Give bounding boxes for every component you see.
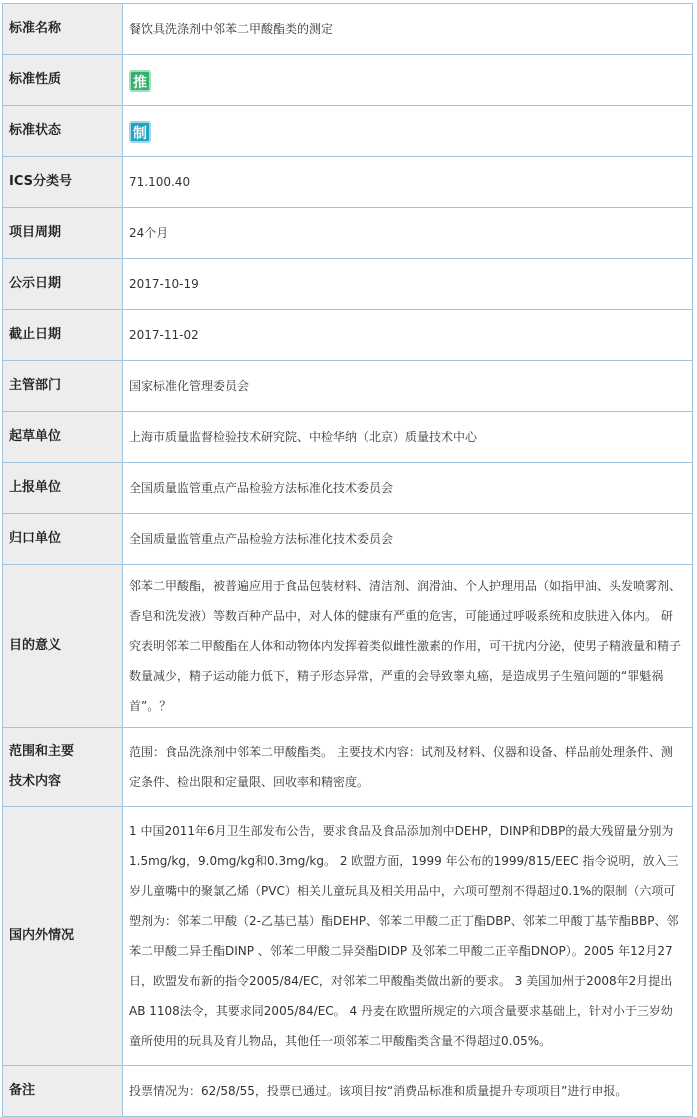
value-owner: 全国质量监管重点产品检验方法标准化技术委员会 — [123, 514, 693, 565]
label-situation: 国内外情况 — [3, 807, 123, 1066]
label-scope — [3, 728, 123, 807]
row-owner — [3, 514, 693, 565]
label-publish-date: 公示日期 — [3, 259, 123, 310]
label-status: 标准状态 — [3, 106, 123, 157]
label-purpose: 目的意义 — [3, 565, 123, 728]
row-remark — [3, 1066, 693, 1117]
standard-info-table — [2, 3, 693, 1117]
label-deadline: 截止日期 — [3, 310, 123, 361]
value-ics: 71.100.40 — [123, 157, 693, 208]
value-publish-date: 2017-10-19 — [123, 259, 693, 310]
value-purpose: 邻苯二甲酸酯，被普遍应用于食品包装材料、清洁剂、润滑油、个人护理用品（如指甲油、头发喷雾剂、香皂和洗发液）等数百种产品中，对人体的健康有严重的危害，可能通过呼吸系统和皮肤进入体内。 研究表明邻苯二甲酸酯在人体和动物体内发挥着类似雌性激素的作用，可干扰内分泌，使男子精液量和精子数量减少，精子运动能力低下，精子形态异常，严重的会导致睾丸癌，是造成男子生殖问题的“罪魁祸首”。？ — [123, 565, 693, 728]
value-situation: 1 中国2011年6月卫生部发布公告，要求食品及食品添加剂中DEHP，DINP和DBP的最大残留量分别为1.5mg/kg，9.0mg/kg和0.3mg/kg。 2 欧盟方面，1999 年公布的1999/815/EEC 指令说明，放入三岁儿童嘴中的聚氯乙烯（PVC）相关儿童玩具及相关用品中，六项可塑剂不得超过0.1%的限制（六项可塑剂为：邻苯二甲酸（2-乙基已基）酯DEHP、邻苯二甲酸二正丁酯DBP、邻苯二甲酸丁基苄酯BBP、邻苯二甲酸二异壬酯DINP 、邻苯二甲酸二异癸酯DIDP 及邻苯二甲酸二正辛酯DNOP）。2005 年12月27日，欧盟发布新的指令2005/84/EC，对邻苯二甲酸酯类做出新的要求。 3 美国加州于2008年2月提出AB 1108法令，其要求同2005/84/EC。 4 丹麦在欧盟所规定的六项含量要求基础上，针对小于三岁幼童所使用的玩具及育儿物品，其他任一项邻苯二甲酸酯类含量不得超过0.05%。 — [123, 807, 693, 1066]
value-remark: 投票情况为：62/58/55，投票已通过。该项目按“消费品标准和质量提升专项项目”进行申报。 — [123, 1066, 693, 1117]
row-purpose — [3, 565, 693, 728]
value-name: 餐饮具洗涤剂中邻苯二甲酸酯类的测定 — [123, 4, 693, 55]
row-nature — [3, 55, 693, 106]
label-drafter: 起草单位 — [3, 412, 123, 463]
value-submitter: 全国质量监管重点产品检验方法标准化技术委员会 — [123, 463, 693, 514]
row-dept — [3, 361, 693, 412]
label-scope-line1: 范围和主要 — [9, 744, 75, 759]
label-submitter: 上报单位 — [3, 463, 123, 514]
row-submitter — [3, 463, 693, 514]
drafting-badge-icon: 制 — [129, 121, 151, 143]
label-remark: 备注 — [3, 1066, 123, 1117]
label-ics: ICS分类号 — [3, 157, 123, 208]
row-ics — [3, 157, 693, 208]
row-scope — [3, 728, 693, 807]
row-period — [3, 208, 693, 259]
label-nature: 标准性质 — [3, 55, 123, 106]
label-scope-line2: 技术内容 — [9, 774, 62, 789]
label-owner: 归口单位 — [3, 514, 123, 565]
value-drafter: 上海市质量监督检验技术研究院、中检华纳（北京）质量技术中心 — [123, 412, 693, 463]
value-dept: 国家标准化管理委员会 — [123, 361, 693, 412]
label-period: 项目周期 — [3, 208, 123, 259]
row-situation — [3, 807, 693, 1066]
row-name — [3, 4, 693, 55]
label-dept: 主管部门 — [3, 361, 123, 412]
value-status — [123, 106, 693, 157]
value-deadline: 2017-11-02 — [123, 310, 693, 361]
label-name: 标准名称 — [3, 4, 123, 55]
value-period: 24个月 — [123, 208, 693, 259]
value-nature — [123, 55, 693, 106]
row-deadline — [3, 310, 693, 361]
value-scope: 范围：食品洗涤剂中邻苯二甲酸酯类。 主要技术内容：试剂及材料、仪器和设备、样品前处理条件、测定条件、检出限和定量限、回收率和精密度。 — [123, 728, 693, 807]
row-status — [3, 106, 693, 157]
row-drafter — [3, 412, 693, 463]
recommended-badge-icon: 推 — [129, 70, 151, 92]
row-publish-date — [3, 259, 693, 310]
